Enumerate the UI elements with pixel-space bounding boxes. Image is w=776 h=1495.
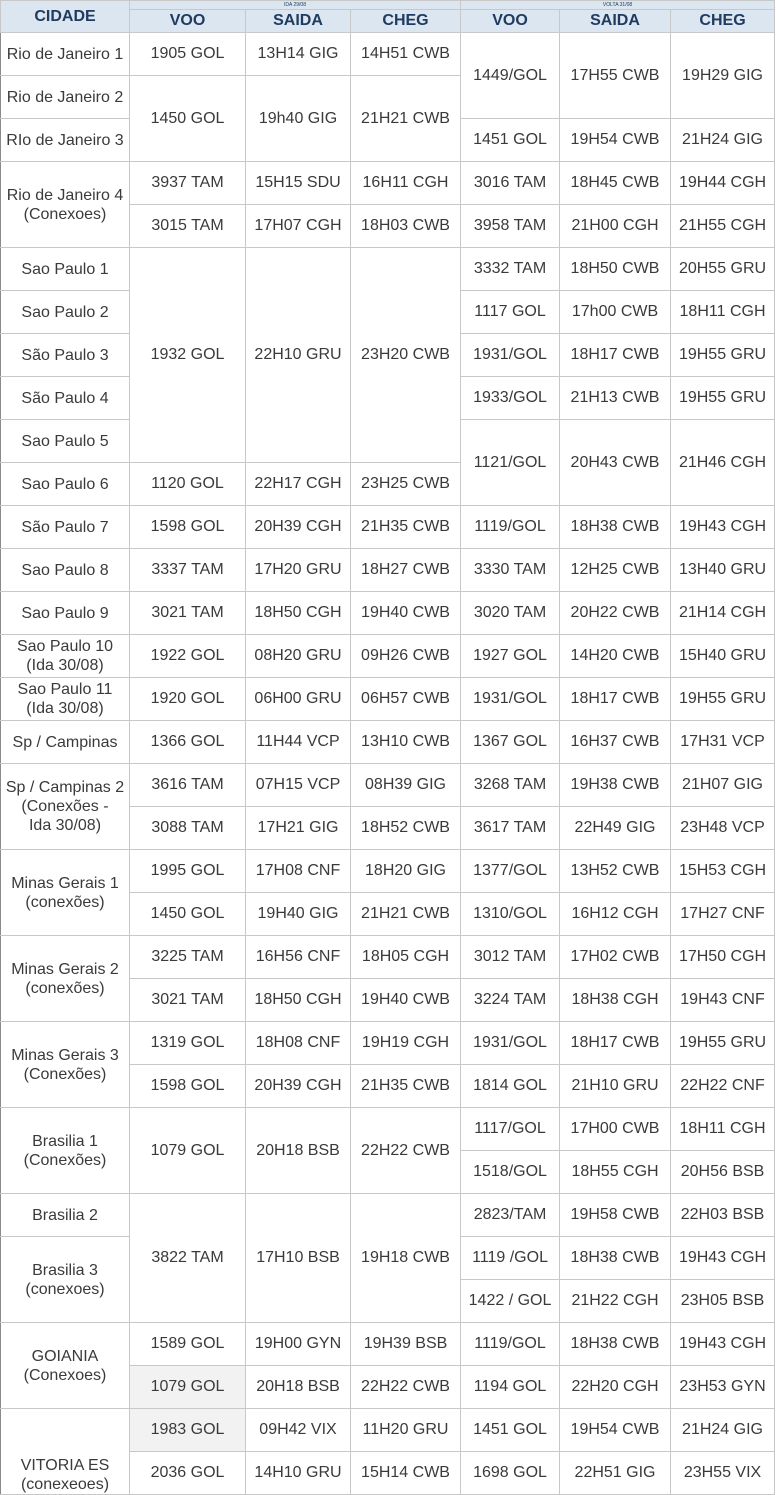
volta-cheg-cell: 17H27 CNF: [671, 893, 775, 936]
city-name-line: Sao Paulo 10: [16, 638, 114, 655]
city-name-line: Sao Paulo 2: [21, 303, 109, 321]
volta-voo-cell: 1698 GOL: [461, 1452, 560, 1495]
ida-saida-cell: 08H20 GRU: [246, 635, 351, 678]
ida-cheg-cell: 14H51 CWB: [351, 33, 461, 76]
ida-cheg-cell: 06H57 CWB: [351, 678, 461, 721]
ida-voo-cell: 1995 GOL: [130, 850, 246, 893]
volta-saida-cell: 19H54 CWB: [560, 119, 671, 162]
ida-saida-cell: 17H10 BSB: [246, 1194, 351, 1323]
ida-voo-cell: 1079 GOL: [130, 1366, 246, 1409]
city-name-line: (Ida 30/08): [26, 657, 104, 674]
volta-saida-cell: 19H38 CWB: [560, 764, 671, 807]
city-name-line: GOIANIA: [31, 1347, 99, 1365]
ida-saida-cell: 09H42 VIX: [246, 1409, 351, 1452]
volta-voo-cell: 3012 TAM: [461, 936, 560, 979]
ida-voo-cell: 2036 GOL: [130, 1452, 246, 1495]
ida-cheg-cell: 19H39 BSB: [351, 1323, 461, 1366]
ida-saida-cell: 20H39 CGH: [246, 1065, 351, 1108]
volta-saida-cell: 18H17 CWB: [560, 678, 671, 721]
volta-voo-cell: 1377/GOL: [461, 850, 560, 893]
ida-cheg-cell: 19H18 CWB: [351, 1194, 461, 1323]
ida-cheg-cell: 18H52 CWB: [351, 807, 461, 850]
city-cell: [1, 1022, 130, 1108]
ida-voo-cell: 1450 GOL: [130, 76, 246, 162]
city-cell: [1, 162, 130, 248]
volta-cheg-cell: 20H56 BSB: [671, 1151, 775, 1194]
ida-cheg-cell: 09H26 CWB: [351, 635, 461, 678]
ida-saida-cell: 07H15 VCP: [246, 764, 351, 807]
city-name-line: São Paulo 7: [21, 518, 109, 536]
city-cell: [1, 463, 130, 506]
volta-voo-cell: 3958 TAM: [461, 205, 560, 248]
volta-saida-cell: 21H13 CWB: [560, 377, 671, 420]
ida-cheg-cell: 23H20 CWB: [351, 248, 461, 463]
volta-saida-cell: 18H38 CWB: [560, 1237, 671, 1280]
volta-voo-cell: 1518/GOL: [461, 1151, 560, 1194]
header-volta-group: VOLTA 31/08: [461, 1, 775, 10]
volta-saida-cell: 22H49 GIG: [560, 807, 671, 850]
volta-saida-cell: 22H51 GIG: [560, 1452, 671, 1495]
ida-cheg-cell: 18H03 CWB: [351, 205, 461, 248]
header-volta-cheg: CHEG: [671, 10, 775, 33]
ida-voo-cell: 3822 TAM: [130, 1194, 246, 1323]
volta-cheg-cell: 19H55 GRU: [671, 1022, 775, 1065]
volta-cheg-cell: 19H55 GRU: [671, 377, 775, 420]
volta-saida-cell: 21H10 GRU: [560, 1065, 671, 1108]
volta-voo-cell: 1422 / GOL: [461, 1280, 560, 1323]
city-name-line: Sao Paulo 8: [21, 561, 109, 579]
city-name-line: (Conexoes): [23, 205, 107, 223]
header-ida-saida: SAIDA: [246, 10, 351, 33]
header-volta-voo: VOO: [461, 10, 560, 33]
ida-saida-cell: 16H56 CNF: [246, 936, 351, 979]
city-name-line: Sao Paulo 11: [17, 681, 113, 698]
volta-cheg-cell: 19H29 GIG: [671, 33, 775, 119]
city-cell: [1, 850, 130, 936]
volta-cheg-cell: 19H55 GRU: [671, 678, 775, 721]
volta-cheg-cell: 23H55 VIX: [671, 1452, 775, 1495]
volta-saida-cell: 16H37 CWB: [560, 721, 671, 764]
volta-voo-cell: 3268 TAM: [461, 764, 560, 807]
header-ida-group: IDA 29/08: [130, 1, 461, 10]
city-name-line: Rio de Janeiro 1: [6, 45, 124, 63]
volta-cheg-cell: 19H43 CGH: [671, 1323, 775, 1366]
volta-voo-cell: 1451 GOL: [461, 119, 560, 162]
city-cell: [1, 1194, 130, 1237]
volta-voo-cell: 1927 GOL: [461, 635, 560, 678]
ida-saida-cell: 17H08 CNF: [246, 850, 351, 893]
volta-voo-cell: 3330 TAM: [461, 549, 560, 592]
volta-cheg-cell: 23H48 VCP: [671, 807, 775, 850]
volta-voo-cell: 3016 TAM: [461, 162, 560, 205]
volta-voo-cell: 1931/GOL: [461, 678, 560, 721]
volta-saida-cell: 17h00 CWB: [560, 291, 671, 334]
ida-voo-cell: 3088 TAM: [130, 807, 246, 850]
city-name-line: VITORIA ES: [20, 1457, 110, 1474]
ida-saida-cell: 20H18 BSB: [246, 1366, 351, 1409]
volta-voo-cell: 2823/TAM: [461, 1194, 560, 1237]
volta-voo-cell: 3617 TAM: [461, 807, 560, 850]
city-name-line: Sp / Campinas: [12, 733, 118, 751]
ida-cheg-cell: 22H22 CWB: [351, 1366, 461, 1409]
city-cell: [1, 291, 130, 334]
ida-saida-cell: 15H15 SDU: [246, 162, 351, 205]
volta-cheg-cell: 20H55 GRU: [671, 248, 775, 291]
city-name-line: (Conexoes): [23, 1366, 107, 1384]
ida-saida-cell: 18H50 CGH: [246, 592, 351, 635]
volta-voo-cell: 1931/GOL: [461, 1022, 560, 1065]
volta-saida-cell: 17H55 CWB: [560, 33, 671, 119]
city-name-line: Brasilia 1: [32, 1132, 98, 1150]
volta-saida-cell: 14H20 CWB: [560, 635, 671, 678]
ida-saida-cell: 19H00 GYN: [246, 1323, 351, 1366]
ida-cheg-cell: 19H40 CWB: [351, 592, 461, 635]
city-name-line: (Ida 30/08): [26, 700, 104, 717]
city-name-line: Sao Paulo 9: [21, 604, 109, 622]
city-cell: [1, 936, 130, 1022]
city-name-line: Brasilia 2: [32, 1206, 98, 1224]
ida-saida-cell: 17H07 CGH: [246, 205, 351, 248]
ida-voo-cell: 1905 GOL: [130, 33, 246, 76]
city-name-line: Sp / Campinas 2: [5, 779, 125, 796]
volta-cheg-cell: 19H43 CNF: [671, 979, 775, 1022]
ida-voo-cell: 1589 GOL: [130, 1323, 246, 1366]
ida-saida-cell: 18H08 CNF: [246, 1022, 351, 1065]
ida-cheg-cell: 23H25 CWB: [351, 463, 461, 506]
ida-cheg-cell: 18H27 CWB: [351, 549, 461, 592]
volta-voo-cell: 1194 GOL: [461, 1366, 560, 1409]
volta-voo-cell: 1367 GOL: [461, 721, 560, 764]
city-name-line: RIo de Janeiro 3: [6, 131, 124, 149]
ida-voo-cell: 1450 GOL: [130, 893, 246, 936]
ida-voo-cell: 3616 TAM: [130, 764, 246, 807]
volta-voo-cell: 1310/GOL: [461, 893, 560, 936]
volta-saida-cell: 18H38 CWB: [560, 1323, 671, 1366]
ida-cheg-cell: 21H21 CWB: [351, 893, 461, 936]
ida-voo-cell: 3021 TAM: [130, 592, 246, 635]
city-name-line: Rio de Janeiro 2: [6, 88, 124, 106]
ida-saida-cell: 19h40 GIG: [246, 76, 351, 162]
ida-voo-cell: 3015 TAM: [130, 205, 246, 248]
ida-voo-cell: 1120 GOL: [130, 463, 246, 506]
city-cell: [1, 33, 130, 76]
volta-voo-cell: 1931/GOL: [461, 334, 560, 377]
volta-voo-cell: 1451 GOL: [461, 1409, 560, 1452]
volta-voo-cell: 1933/GOL: [461, 377, 560, 420]
volta-cheg-cell: 23H53 GYN: [671, 1366, 775, 1409]
ida-cheg-cell: 18H20 GIG: [351, 850, 461, 893]
volta-cheg-cell: 22H22 CNF: [671, 1065, 775, 1108]
volta-cheg-cell: 22H03 BSB: [671, 1194, 775, 1237]
volta-saida-cell: 19H58 CWB: [560, 1194, 671, 1237]
volta-cheg-cell: 17H50 CGH: [671, 936, 775, 979]
volta-saida-cell: 18H17 CWB: [560, 334, 671, 377]
volta-saida-cell: 21H00 CGH: [560, 205, 671, 248]
city-cell: [1, 678, 130, 721]
volta-cheg-cell: 15H53 CGH: [671, 850, 775, 893]
header-cidade: CIDADE: [1, 1, 130, 33]
ida-voo-cell: 3937 TAM: [130, 162, 246, 205]
volta-saida-cell: 22H20 CGH: [560, 1366, 671, 1409]
city-name-line: (Conexões): [23, 1151, 107, 1169]
ida-cheg-cell: 18H05 CGH: [351, 936, 461, 979]
volta-cheg-cell: 19H43 CGH: [671, 1237, 775, 1280]
city-name-line: (Conexões -: [21, 798, 109, 815]
ida-saida-cell: 06H00 GRU: [246, 678, 351, 721]
ida-cheg-cell: 13H10 CWB: [351, 721, 461, 764]
ida-voo-cell: 1366 GOL: [130, 721, 246, 764]
ida-cheg-cell: 22H22 CWB: [351, 1108, 461, 1194]
city-cell: [1, 592, 130, 635]
city-name-line: Minas Gerais 3: [11, 1046, 119, 1064]
city-cell: [1, 76, 130, 119]
ida-voo-cell: 1079 GOL: [130, 1108, 246, 1194]
volta-cheg-cell: 21H24 GIG: [671, 119, 775, 162]
city-name-line: (conexões): [25, 979, 105, 997]
city-name-line: Rio de Janeiro 4: [6, 186, 124, 204]
city-cell: [1, 549, 130, 592]
ida-saida-cell: 20H18 BSB: [246, 1108, 351, 1194]
header-ida-voo: VOO: [130, 10, 246, 33]
ida-voo-cell: 3021 TAM: [130, 979, 246, 1022]
volta-saida-cell: 16H12 CGH: [560, 893, 671, 936]
volta-cheg-cell: 19H44 CGH: [671, 162, 775, 205]
volta-cheg-cell: 23H05 BSB: [671, 1280, 775, 1323]
volta-cheg-cell: 18H11 CGH: [671, 1108, 775, 1151]
ida-voo-cell: 1598 GOL: [130, 1065, 246, 1108]
city-name-line: Ida 30/08): [28, 817, 102, 834]
ida-saida-cell: 11H44 VCP: [246, 721, 351, 764]
volta-saida-cell: 17H02 CWB: [560, 936, 671, 979]
city-cell: [1, 334, 130, 377]
ida-cheg-cell: 11H20 GRU: [351, 1409, 461, 1452]
city-name-line: Sao Paulo 5: [21, 432, 109, 450]
volta-cheg-cell: 21H55 CGH: [671, 205, 775, 248]
ida-voo-cell: 1983 GOL: [130, 1409, 246, 1452]
volta-voo-cell: 1814 GOL: [461, 1065, 560, 1108]
ida-cheg-cell: 21H35 CWB: [351, 506, 461, 549]
ida-saida-cell: 19H40 GIG: [246, 893, 351, 936]
volta-cheg-cell: 21H07 GIG: [671, 764, 775, 807]
city-name-line: (conexeoes): [20, 1476, 110, 1493]
ida-cheg-cell: 19H40 CWB: [351, 979, 461, 1022]
volta-voo-cell: 1117 GOL: [461, 291, 560, 334]
volta-saida-cell: 17H00 CWB: [560, 1108, 671, 1151]
city-cell: [1, 1323, 130, 1409]
ida-voo-cell: 1920 GOL: [130, 678, 246, 721]
volta-cheg-cell: 19H55 GRU: [671, 334, 775, 377]
volta-voo-cell: 3020 TAM: [461, 592, 560, 635]
header-ida-cheg: CHEG: [351, 10, 461, 33]
city-cell: [1, 764, 130, 850]
city-cell: [1, 506, 130, 549]
city-name-line: (conexoes): [25, 1280, 105, 1298]
volta-saida-cell: 19H54 CWB: [560, 1409, 671, 1452]
volta-saida-cell: 18H50 CWB: [560, 248, 671, 291]
city-cell: [1, 1108, 130, 1194]
city-name-line: Sao Paulo 1: [21, 260, 109, 278]
ida-cheg-cell: 19H19 CGH: [351, 1022, 461, 1065]
ida-voo-cell: 1932 GOL: [130, 248, 246, 463]
city-name-line: (Conexões): [23, 1065, 107, 1083]
city-name-line: (conexões): [25, 893, 105, 911]
volta-voo-cell: 3332 TAM: [461, 248, 560, 291]
ida-cheg-cell: 21H35 CWB: [351, 1065, 461, 1108]
city-cell: [1, 248, 130, 291]
ida-cheg-cell: 15H14 CWB: [351, 1452, 461, 1495]
ida-saida-cell: 18H50 CGH: [246, 979, 351, 1022]
city-cell: [1, 119, 130, 162]
volta-cheg-cell: 17H31 VCP: [671, 721, 775, 764]
volta-saida-cell: 20H22 CWB: [560, 592, 671, 635]
volta-cheg-cell: 13H40 GRU: [671, 549, 775, 592]
volta-cheg-cell: 15H40 GRU: [671, 635, 775, 678]
city-cell: [1, 1409, 130, 1495]
ida-cheg-cell: 16H11 CGH: [351, 162, 461, 205]
ida-saida-cell: 14H10 GRU: [246, 1452, 351, 1495]
city-cell: [1, 1237, 130, 1323]
volta-voo-cell: 1117/GOL: [461, 1108, 560, 1151]
volta-saida-cell: 13H52 CWB: [560, 850, 671, 893]
volta-voo-cell: 1121/GOL: [461, 420, 560, 506]
volta-cheg-cell: 19H43 CGH: [671, 506, 775, 549]
ida-voo-cell: 1319 GOL: [130, 1022, 246, 1065]
city-name-line: Brasilia 3: [32, 1261, 98, 1279]
volta-saida-cell: 18H45 CWB: [560, 162, 671, 205]
volta-voo-cell: 3224 TAM: [461, 979, 560, 1022]
ida-voo-cell: 1922 GOL: [130, 635, 246, 678]
volta-cheg-cell: 21H24 GIG: [671, 1409, 775, 1452]
volta-cheg-cell: 21H14 CGH: [671, 592, 775, 635]
ida-voo-cell: 1598 GOL: [130, 506, 246, 549]
city-cell: [1, 377, 130, 420]
ida-saida-cell: 22H10 GRU: [246, 248, 351, 463]
volta-saida-cell: 20H43 CWB: [560, 420, 671, 506]
ida-saida-cell: 22H17 CGH: [246, 463, 351, 506]
volta-saida-cell: 18H55 CGH: [560, 1151, 671, 1194]
city-name-line: Minas Gerais 2: [11, 960, 119, 978]
ida-saida-cell: 17H20 GRU: [246, 549, 351, 592]
city-name-line: São Paulo 4: [21, 389, 109, 407]
city-cell: [1, 420, 130, 463]
city-name-line: São Paulo 3: [21, 346, 109, 364]
city-name-line: Minas Gerais 1: [11, 874, 119, 892]
city-cell: [1, 635, 130, 678]
ida-saida-cell: 20H39 CGH: [246, 506, 351, 549]
volta-voo-cell: 1119 /GOL: [461, 1237, 560, 1280]
ida-voo-cell: 3337 TAM: [130, 549, 246, 592]
volta-saida-cell: 18H38 CGH: [560, 979, 671, 1022]
ida-cheg-cell: 08H39 GIG: [351, 764, 461, 807]
volta-saida-cell: 18H17 CWB: [560, 1022, 671, 1065]
city-name-line: Sao Paulo 6: [21, 475, 109, 493]
volta-voo-cell: 1449/GOL: [461, 33, 560, 119]
volta-saida-cell: 21H22 CGH: [560, 1280, 671, 1323]
ida-saida-cell: 17H21 GIG: [246, 807, 351, 850]
volta-voo-cell: 1119/GOL: [461, 1323, 560, 1366]
volta-saida-cell: 18H38 CWB: [560, 506, 671, 549]
city-cell: [1, 721, 130, 764]
volta-saida-cell: 12H25 CWB: [560, 549, 671, 592]
volta-cheg-cell: 21H46 CGH: [671, 420, 775, 506]
volta-voo-cell: 1119/GOL: [461, 506, 560, 549]
ida-saida-cell: 13H14 GIG: [246, 33, 351, 76]
volta-cheg-cell: 18H11 CGH: [671, 291, 775, 334]
ida-voo-cell: 3225 TAM: [130, 936, 246, 979]
header-volta-saida: SAIDA: [560, 10, 671, 33]
ida-cheg-cell: 21H21 CWB: [351, 76, 461, 162]
